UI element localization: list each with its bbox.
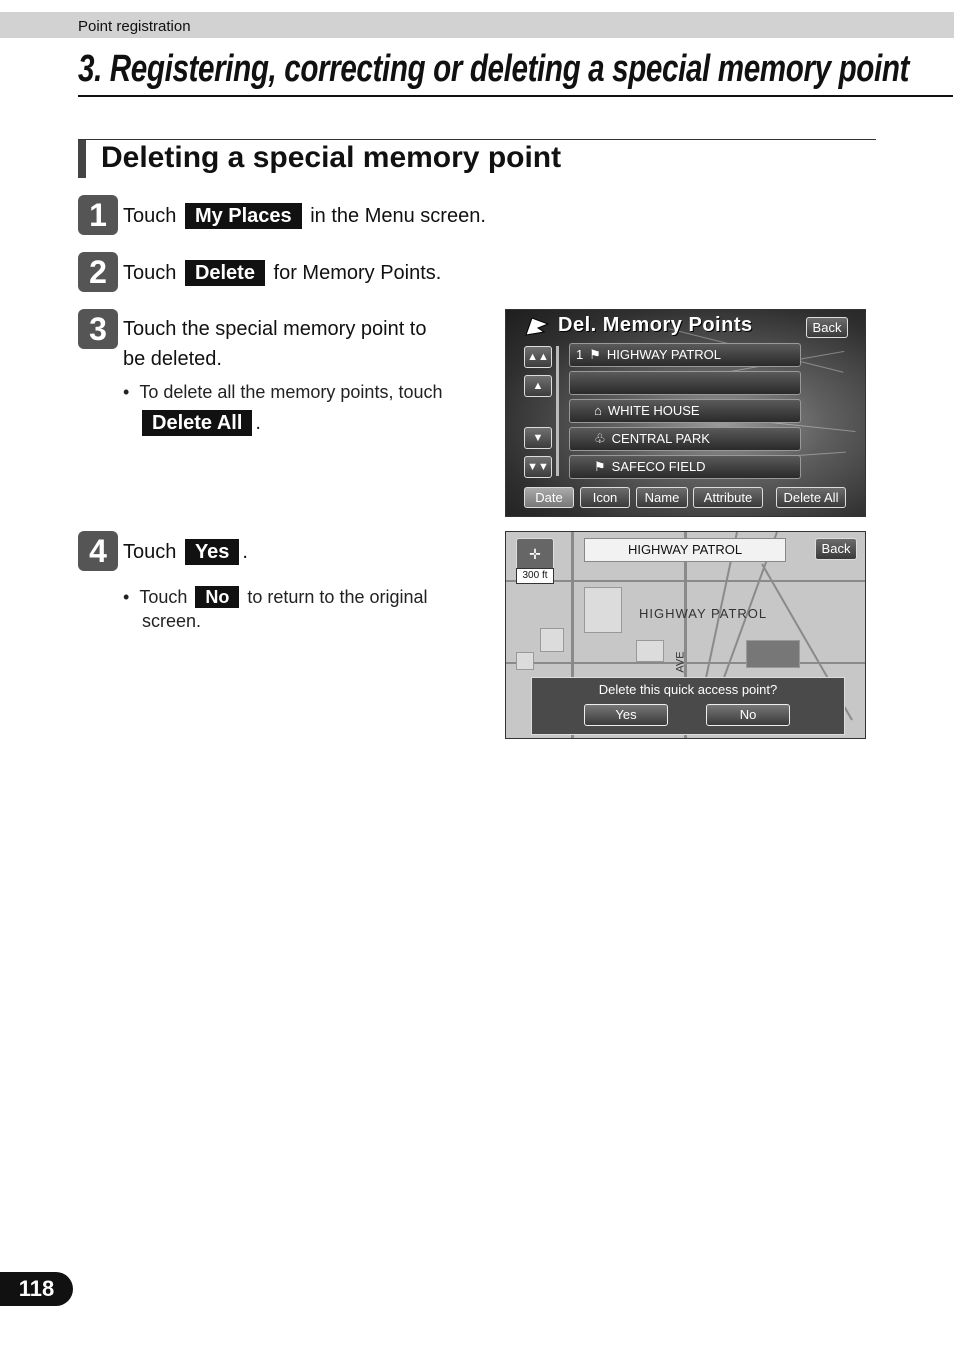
chapter-title: 3. Registering, correcting or deleting a special memory point: [78, 48, 910, 90]
street-label: AVE: [674, 651, 687, 673]
tab-attribute[interactable]: Attribute: [693, 487, 763, 508]
north-up-icon[interactable]: ✛: [516, 538, 554, 570]
dialog-no-button[interactable]: No: [706, 704, 790, 726]
step-3-bullet-line2: [142, 410, 261, 436]
list-item[interactable]: [569, 343, 801, 367]
screen1-title: Del. Memory Points: [558, 314, 753, 336]
flag-icon: ⚑: [594, 459, 606, 474]
step-4-text: [123, 539, 248, 565]
step-2-pre: Touch: [123, 262, 177, 284]
step-4-post: .: [242, 541, 248, 563]
step-4-bullet-pre: Touch: [139, 587, 188, 607]
tab-icon[interactable]: Icon: [580, 487, 630, 508]
yes-button: Yes: [185, 539, 239, 565]
step-3-bullet-text: To delete all the memory points, touch: [139, 382, 443, 402]
list-item[interactable]: [569, 371, 801, 395]
scale-indicator: 300 ft: [516, 568, 554, 584]
delete-all-tab[interactable]: Delete All: [776, 487, 846, 508]
scroll-down-icon[interactable]: ▼: [524, 427, 552, 449]
chapter-rule: [78, 95, 953, 97]
house-icon: ⌂: [594, 403, 602, 418]
row-label: SAFECO FIELD: [611, 459, 706, 474]
step-3-number: 3: [78, 309, 118, 349]
map-confirm-screen: [505, 531, 866, 739]
step-3-bullet-post: .: [255, 412, 261, 434]
page-number: 118: [0, 1272, 73, 1306]
row-index: 1: [576, 347, 584, 362]
screen1-back-button[interactable]: Back: [806, 317, 848, 338]
delete-all-button: Delete All: [142, 410, 252, 436]
scrollbar[interactable]: [556, 346, 559, 476]
step-4-bullet-line2: screen.: [142, 611, 202, 631]
row-label: WHITE HOUSE: [607, 403, 700, 418]
row-label: HIGHWAY PATROL: [606, 347, 722, 362]
section-title: Deleting a special memory point: [101, 141, 562, 174]
step-4-bullet: • Touch No to return to the original: [123, 587, 428, 607]
list-item[interactable]: [569, 427, 801, 451]
dialog-yes-button[interactable]: Yes: [584, 704, 668, 726]
step-4-bullet-post: to return to the original: [247, 587, 428, 607]
section-accent-bar: [78, 140, 86, 178]
step-1-text: [123, 203, 486, 229]
list-item[interactable]: [569, 399, 801, 423]
step-4-number: 4: [78, 531, 118, 571]
dialog-question: Delete this quick access point?: [598, 682, 778, 697]
flag-icon: ⚑: [589, 347, 601, 362]
map-place-label: HIGHWAY PATROL: [584, 538, 786, 562]
step-3-line1: Touch the special memory point to: [123, 318, 427, 340]
confirm-dialog: [531, 677, 845, 735]
step-1-post: in the Menu screen.: [310, 205, 486, 227]
park-icon: ♧: [594, 431, 606, 446]
step-3-bullet: • To delete all the memory points, touch: [123, 382, 443, 402]
step-1-number: 1: [78, 195, 118, 235]
row-label: CENTRAL PARK: [611, 431, 710, 446]
step-4-pre: Touch: [123, 541, 177, 563]
step-1-pre: Touch: [123, 205, 177, 227]
page-up-icon[interactable]: ▲▲: [524, 346, 552, 368]
tab-name[interactable]: Name: [636, 487, 688, 508]
step-2-post: for Memory Points.: [273, 262, 442, 284]
running-title: Point registration: [78, 18, 191, 35]
delete-button: Delete: [185, 260, 265, 286]
step-2-text: [123, 260, 441, 286]
no-button: No: [195, 586, 239, 608]
flag-icon: [524, 316, 550, 336]
tab-date[interactable]: Date: [524, 487, 574, 508]
my-places-button: My Places: [185, 203, 302, 229]
step-2-number: 2: [78, 252, 118, 292]
screen2-back-button[interactable]: Back: [815, 538, 857, 560]
map-label: HIGHWAY PATROL: [639, 606, 768, 621]
scroll-up-icon[interactable]: ▲: [524, 375, 552, 397]
del-memory-points-screen: [505, 309, 866, 517]
list-item[interactable]: [569, 455, 801, 479]
page-down-icon[interactable]: ▼▼: [524, 456, 552, 478]
step-3-line2: be deleted.: [123, 348, 222, 370]
